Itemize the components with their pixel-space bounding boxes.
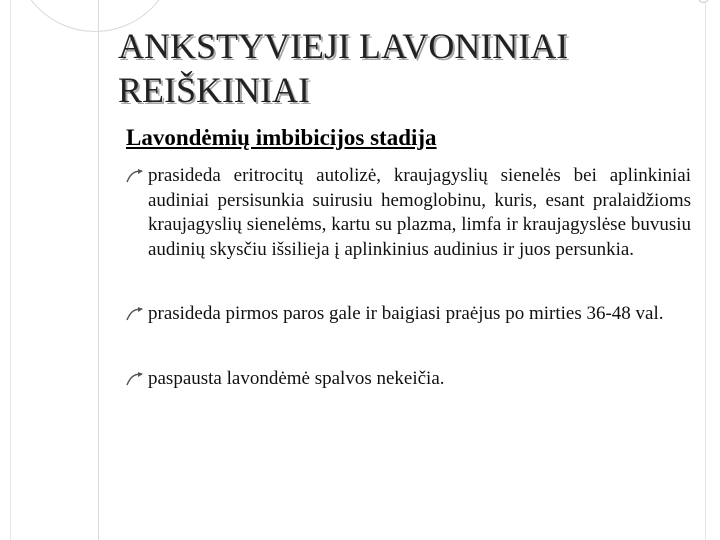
bullet-item: [126, 367, 691, 392]
left-decoration: [0, 0, 30, 540]
bullet-arrow-icon: [126, 306, 144, 322]
bullet-text: prasideda eritrocitų autolizė, kraujagyslių sienelės bei aplinkiniai audiniai persisunkia suirusiu hemoglobinu, kuris, esant pralaidžioms kraujagyslių sienelėms, kartu su plazma, limfa ir kraujagyslėse buvusiu audinių skysčiu išsilieja į aplinkinius audinius ir juos persunkia.: [148, 165, 691, 260]
left-decoration-line: [10, 0, 11, 540]
bullet-text: paspausta lavondėmė spalvos nekeičia.: [148, 367, 445, 389]
slide-subtitle: Lavondėmių imbibicijos stadija: [126, 125, 437, 150]
bullet-item: [126, 164, 691, 262]
bullet-arrow-icon: [126, 371, 144, 387]
bullet-item: [126, 302, 691, 327]
content-border-line: [98, 0, 99, 540]
slide-title: ANKSTYVIEJI LAVONINIAI REIŠKINIAI: [118, 26, 569, 110]
bullet-text: prasideda pirmos paros gale ir baigiasi praėjus po mirties 36-48 val.: [148, 303, 664, 324]
right-decoration: [690, 0, 720, 540]
bullet-list: [126, 164, 691, 391]
bullet-arrow-icon: [126, 168, 144, 184]
